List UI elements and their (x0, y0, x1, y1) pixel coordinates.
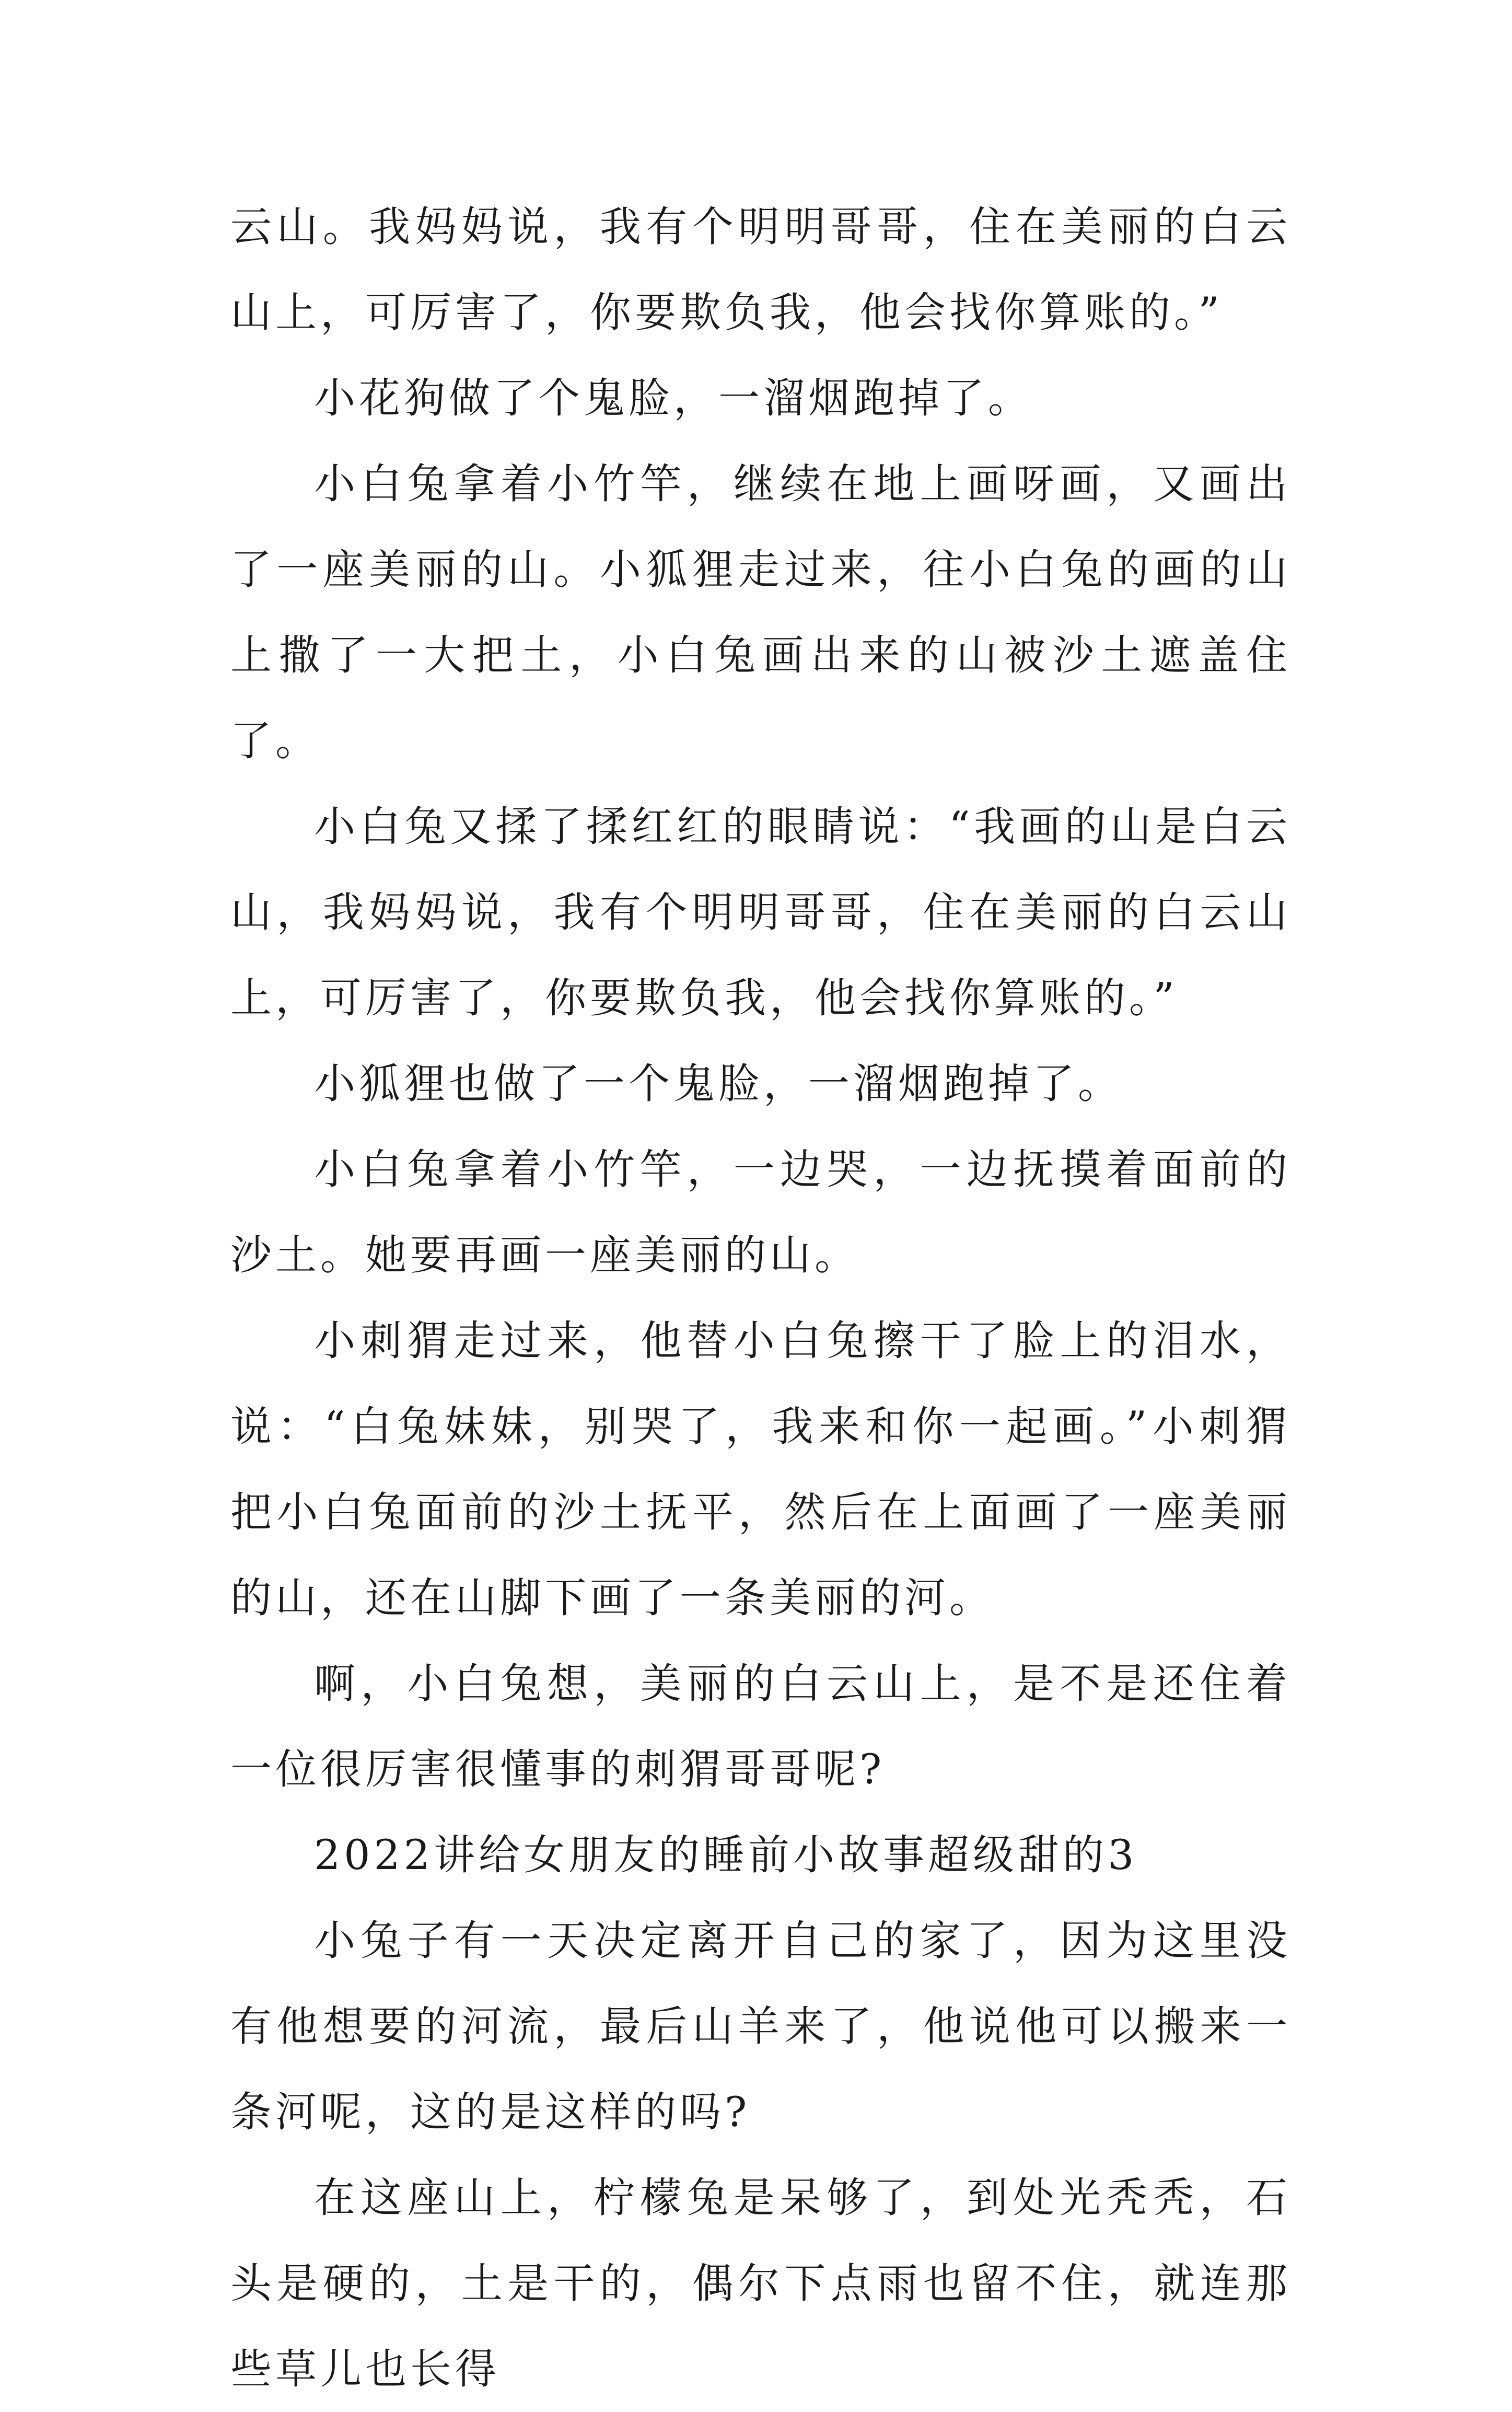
document-body (230, 184, 1291, 2412)
paragraph: 小刺猬走过来，他替小白兔擦干了脸上的泪水，说：“白兔妹妹，别哭了，我来和你一起画。”小刺猬把小白兔面前的沙土抚平，然后在上面画了一座美丽的山，还在山脚下画了一条美丽的河。 (230, 1317, 1291, 1622)
section-heading: 2022讲给女朋友的睡前小故事超级甜的3 (314, 1831, 1138, 1879)
paragraph: 小狐狸也做了一个鬼脸，一溜烟跑掉了。 (314, 1060, 1123, 1108)
paragraph: 在这座山上，柠檬兔是呆够了，到处光秃秃，石头是硬的，土是干的，偶尔下点雨也留不住，就连那些草儿也长得 (230, 2174, 1291, 2393)
paragraph: 小白兔拿着小竹竿，继续在地上画呀画，又画出了一座美丽的山。小狐狸走过来，往小白兔的画的山上撒了一大把土，小白兔画出来的山被沙土遮盖住了。 (230, 460, 1291, 765)
paragraph: 小兔子有一天决定离开自己的家了，因为这里没有他想要的河流，最后山羊来了，他说他可以搬来一条河呢，这的是这样的吗? (230, 1917, 1291, 2136)
paragraph: 小花狗做了个鬼脸，一溜烟跑掉了。 (314, 374, 1033, 422)
paragraph: 小白兔拿着小竹竿，一边哭，一边抚摸着面前的沙土。她要再画一座美丽的山。 (230, 1145, 1291, 1279)
paragraph: 啊，小白兔想，美丽的白云山上，是不是还住着一位很厉害很懂事的刺猬哥哥呢? (230, 1660, 1291, 1793)
paragraph: 云山。我妈妈说，我有个明明哥哥，住在美丽的白云山上，可厉害了，你要欺负我，他会找你算账的。” (230, 203, 1291, 337)
paragraph: 小白兔又揉了揉红红的眼睛说：“我画的山是白云山，我妈妈说，我有个明明哥哥，住在美丽的白云山上，可厉害了，你要欺负我，他会找你算账的。” (230, 803, 1291, 1022)
